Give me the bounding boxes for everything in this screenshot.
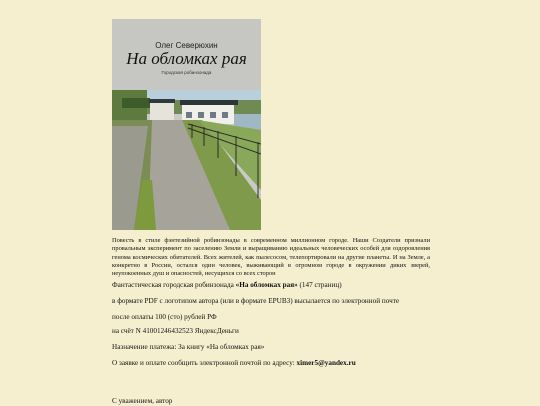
- cover-author: Олег Северюхин: [155, 41, 218, 50]
- cover-photo: [112, 90, 261, 230]
- book-description: Повесть в стиле фэнтезийной робинзонады в современном миллионном городе. Наши Создатели признали провальным эксперимент по заселению Земли и выращиванию идеальных человеческих особей для оздоровления генома космических обитателей. Всех жителей, как пылесосом, телепортировали на другие планеты. И на Земле, а конкретно в России, остался один человек, выживающий в огромном городе в окружении диких зверей, неупокоенных душ и опасностей, несущихся со всех сторон: [112, 237, 430, 278]
- format-line: в формате PDF с логотипом автора (или в формате EPUB3) высылается по электронной почте: [112, 297, 400, 305]
- cover-title: На обломках рая: [126, 49, 247, 68]
- genre-line: [112, 281, 342, 290]
- payment-purpose-line: Назначение платежа: За книгу «На обломках рая»: [112, 343, 265, 351]
- cover-subtitle: Городская робинзонада: [161, 70, 212, 75]
- book-title: «На обломках рая»: [235, 281, 298, 289]
- contact-text: О заявке и оплате сообщить электронной почтой по адресу:: [112, 359, 297, 367]
- page-count: (147 страниц): [297, 281, 342, 289]
- account-line: на счёт N 41001246432523 ЯндексДеньги: [112, 327, 239, 335]
- closing-line: С уважением, автор: [112, 397, 173, 405]
- price-line: после оплаты 100 (сто) рублей РФ: [112, 313, 217, 321]
- email-link[interactable]: ximer5@yandex.ru: [296, 359, 356, 367]
- genre-text: Фантастическая городская робинзонада: [112, 281, 236, 289]
- book-cover[interactable]: [112, 19, 261, 230]
- contact-line: [112, 359, 356, 368]
